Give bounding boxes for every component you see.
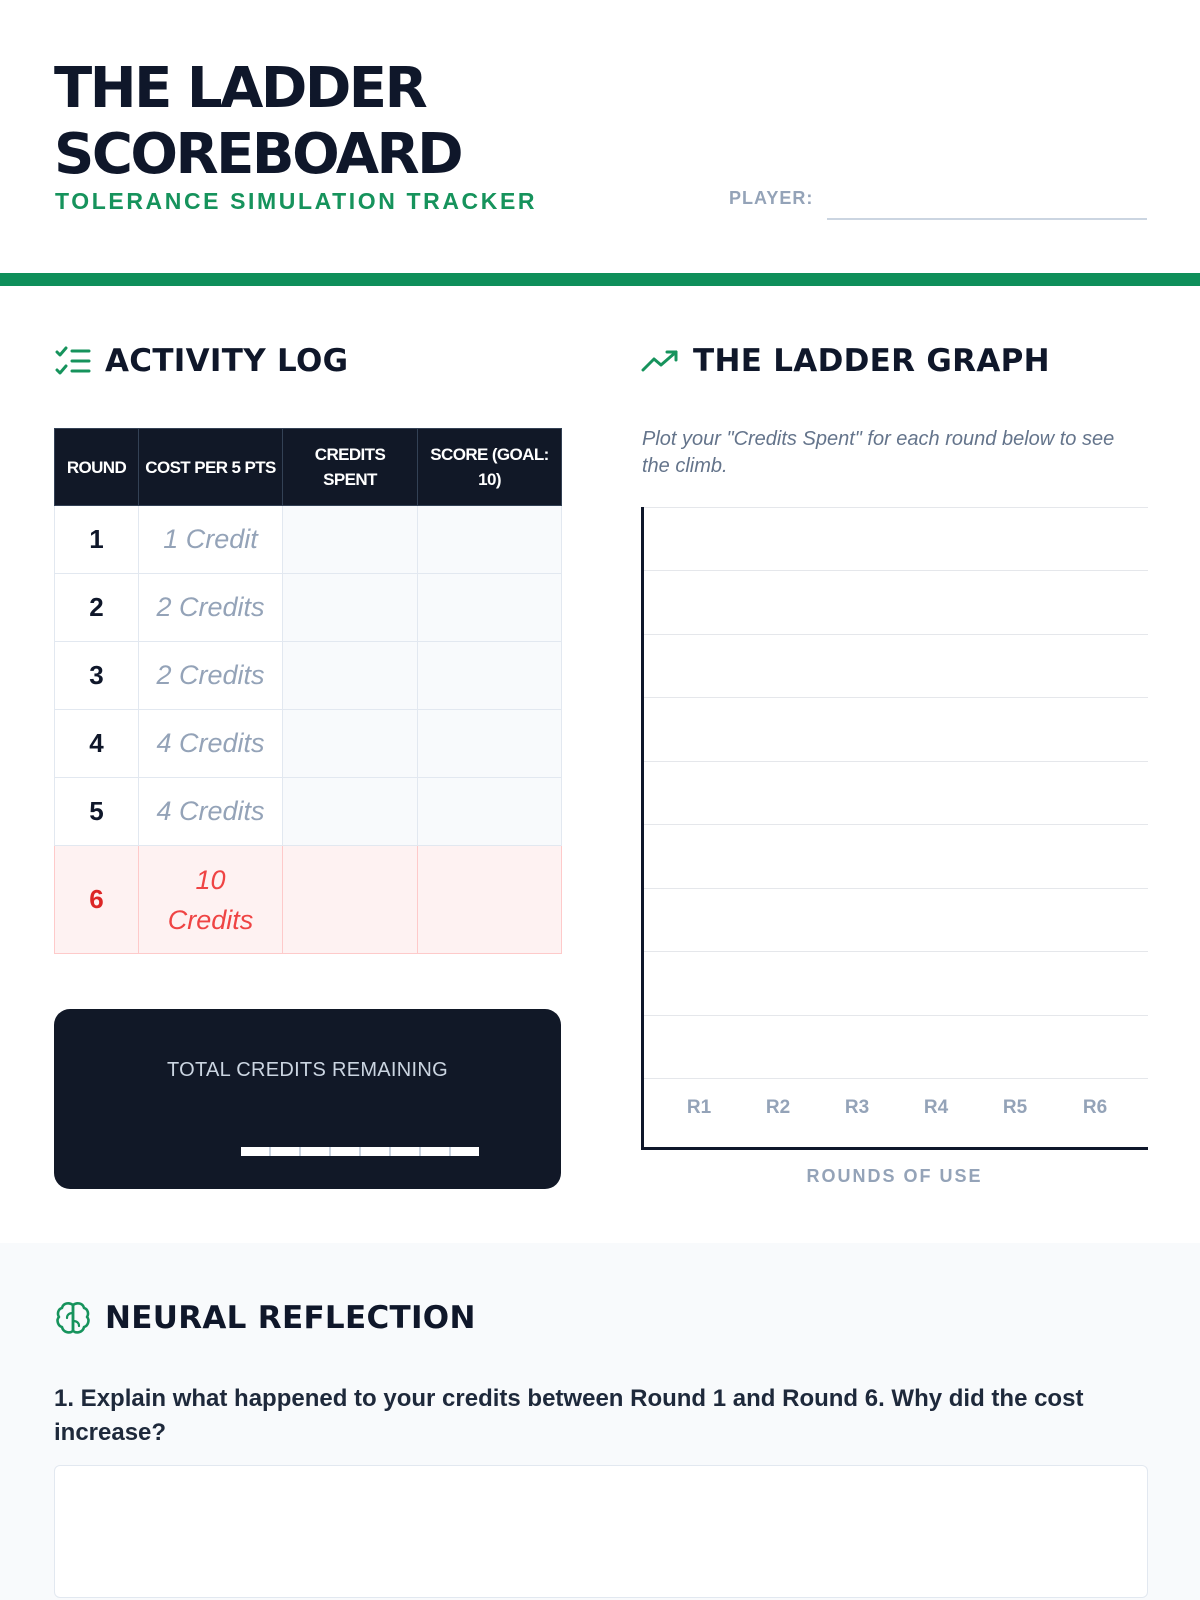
gridline: [644, 824, 1148, 825]
total-credits-label: TOTAL CREDITS REMAINING: [166, 1059, 448, 1081]
table-row: [55, 642, 562, 710]
credits-spent-cell[interactable]: [283, 710, 418, 778]
player-name-field[interactable]: [827, 218, 1147, 220]
page-subtitle: TOLERANCE SIMULATION TRACKER: [55, 188, 538, 214]
title-line-2: SCOREBOARD: [54, 122, 462, 187]
table-row: [55, 710, 562, 778]
activity-log-heading: [55, 343, 348, 379]
round-number: 6: [55, 846, 139, 954]
round-number: 2: [55, 574, 139, 642]
score-cell[interactable]: [418, 574, 562, 642]
credits-spent-cell[interactable]: [283, 846, 418, 954]
round-cost: 4 Credits: [139, 710, 283, 778]
total-credits-panel: [54, 1009, 561, 1189]
round-cost: 1 Credit: [139, 506, 283, 574]
title-line-1: THE LADDER: [54, 56, 426, 121]
x-tick-r3: R3: [844, 1097, 870, 1118]
column-header-score: SCORE (GOAL: 10): [418, 429, 562, 506]
reflection-answer-1[interactable]: [54, 1465, 1148, 1598]
graph-instructions: Plot your "Credits Spent" for each round below to see the climb.: [642, 428, 1115, 477]
table-row: [55, 506, 562, 574]
x-tick-r6: R6: [1082, 1097, 1108, 1118]
x-tick-r2: R2: [765, 1097, 791, 1118]
neural-reflection-heading: [55, 1300, 476, 1336]
round-cost: 2 Credits: [139, 642, 283, 710]
player-label: PLAYER:: [729, 188, 814, 208]
column-header-round: ROUND: [55, 429, 139, 506]
gridline: [644, 1015, 1148, 1016]
table-row: [55, 574, 562, 642]
table-header-row: [55, 429, 562, 506]
gridline: [644, 570, 1148, 571]
trending-up-icon: [641, 348, 679, 374]
reflection-section: [0, 1243, 1200, 1600]
round-number: 3: [55, 642, 139, 710]
score-cell[interactable]: [418, 710, 562, 778]
reflection-question-1: 1. Explain what happened to your credits between Round 1 and Round 6. Why did the cost increase?: [54, 1385, 1084, 1446]
neural-reflection-title: NEURAL REFLECTION: [105, 1300, 476, 1336]
table-row: [55, 778, 562, 846]
gridline: [644, 507, 1148, 508]
gridline: [644, 761, 1148, 762]
credits-spent-cell[interactable]: [283, 778, 418, 846]
round-cost: 2 Credits: [139, 574, 283, 642]
x-tick-r5: R5: [1002, 1097, 1028, 1118]
gridline: [644, 697, 1148, 698]
gridline: [644, 888, 1148, 889]
ladder-graph-plot[interactable]: [641, 507, 1148, 1150]
gridline: [644, 634, 1148, 635]
x-axis-title: ROUNDS OF USE: [806, 1166, 983, 1186]
column-header-cost: COST PER 5 PTS: [139, 429, 283, 506]
score-cell[interactable]: [418, 778, 562, 846]
round-number: 4: [55, 710, 139, 778]
score-cell[interactable]: [418, 642, 562, 710]
credits-spent-cell[interactable]: [283, 506, 418, 574]
activity-log-title: ACTIVITY LOG: [105, 343, 349, 379]
score-cell[interactable]: [418, 846, 562, 954]
x-tick-r1: R1: [686, 1097, 712, 1118]
score-cell[interactable]: [418, 506, 562, 574]
gridline: [644, 951, 1148, 952]
column-header-credits-spent: CREDITS SPENT: [283, 429, 418, 506]
round-number: 1: [55, 506, 139, 574]
round-number: 5: [55, 778, 139, 846]
round-cost: 4 Credits: [139, 778, 283, 846]
gridline: [644, 1078, 1148, 1079]
ladder-graph-title: THE LADDER GRAPH: [693, 343, 1050, 379]
table-row-final: [55, 846, 562, 954]
total-credits-field[interactable]: [241, 1147, 479, 1156]
credits-spent-cell[interactable]: [283, 574, 418, 642]
credits-spent-cell[interactable]: [283, 642, 418, 710]
round-cost: 10 Credits: [139, 846, 283, 954]
page-header: [0, 0, 1200, 276]
header-divider: [0, 273, 1200, 286]
checklist-icon: [55, 346, 91, 376]
activity-log-table: [54, 428, 562, 954]
brain-icon: [55, 1300, 91, 1336]
ladder-graph-heading: [641, 343, 1050, 379]
x-tick-r4: R4: [923, 1097, 949, 1118]
page-title: [54, 56, 461, 188]
